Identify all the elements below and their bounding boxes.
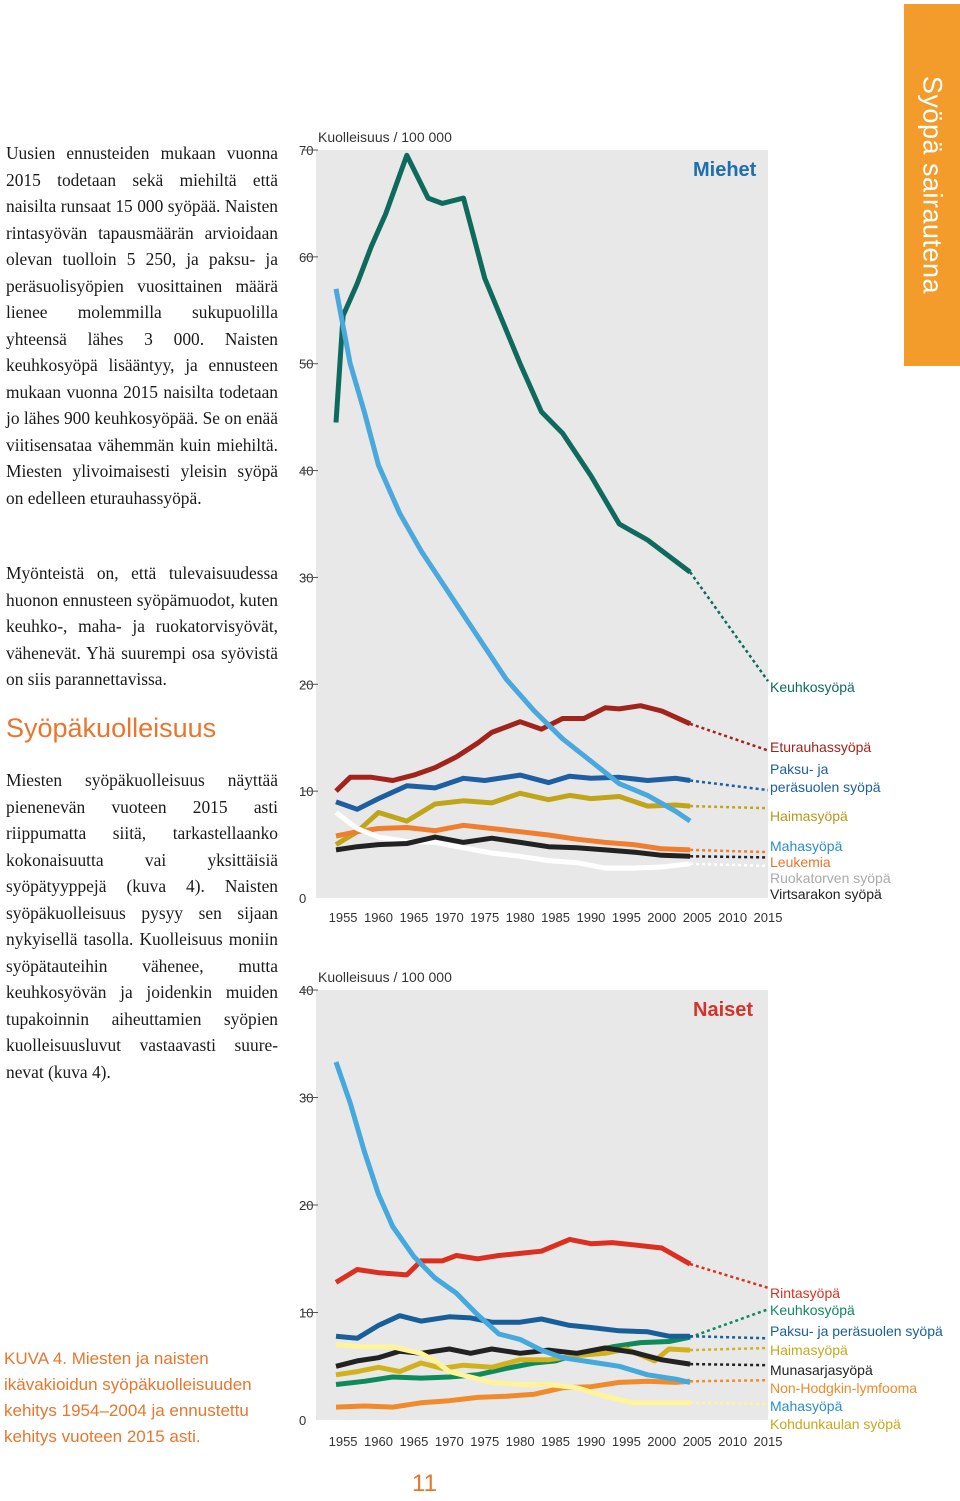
women-x-tick-label: 1965 [399,1434,429,1449]
men-legend-eturauhassyopa: Eturauhassyöpä [770,739,872,755]
women-x-tick-label: 2010 [718,1434,748,1449]
men-legend-paksu-ja-perasuolen-syopa: Paksu- ja [770,761,829,777]
women-legend-kohdunkaulan-syopa: Kohdunkaulan syöpä [770,1416,901,1432]
caption-label: KUVA 4. [4,1349,67,1368]
women-x-tick-label: 1975 [470,1434,500,1449]
positive-outlook-paragraph: Myönteistä on, että tulevaisuudessa huonon ennusteen syöpämuodot, kuten keuhko-, maha- ja ruokatorvisyövät, vähenevät. Yhä suurempi osa syövistä on siis parannettavissa. [6,563,278,689]
men-x-tick-label: 1980 [505,910,535,925]
men-y-tick-label: 0 [299,891,307,906]
men-chart-title: Miehet [693,159,757,181]
women-x-tick-label: 1970 [434,1434,464,1449]
men-legend-leukemia: Leukemia [770,854,831,870]
women-x-tick-label: 2015 [753,1434,783,1449]
women-legend-rintasyopa: Rintasyöpä [770,1285,841,1301]
women-x-tick-label: 1990 [576,1434,606,1449]
men-y-tick-label: 50 [299,356,314,372]
women-x-tick-label: 1985 [541,1434,571,1449]
men-legend-haimasyopa: Haimasyöpä [770,808,848,824]
men-x-tick-label: 1985 [541,910,571,925]
men-y-tick-label: 60 [299,249,314,265]
page-number: 11 [412,1470,437,1497]
men-x-tick-label: 1955 [328,910,358,925]
men-y-axis-label: Kuolleisuus / 100 000 [318,129,452,145]
women-chart-title: Naiset [693,999,754,1021]
men-x-tick-label: 1970 [434,910,464,925]
men-legend-virtsarakon-syopa: Virtsarakon syöpä [770,886,882,902]
men-y-tick-label: 70 [299,143,314,158]
women-x-tick-label: 2005 [682,1434,712,1449]
women-legend-haimasyopa: Haimasyöpä [770,1342,848,1358]
women-x-tick-label: 1960 [364,1434,393,1449]
women-y-tick-label: 40 [299,983,314,998]
men-x-tick-label: 1965 [399,910,429,925]
women-y-tick-label: 0 [299,1413,307,1428]
women-y-tick-label: 20 [299,1198,314,1213]
men-x-tick-label: 2015 [753,910,783,925]
women-legend-mahasyopa: Mahasyöpä [770,1398,843,1414]
mortality-paragraph: Miesten syöpäkuolleisuus näyttää pienenevän vuoteen 2015 asti riippumatta siitä, tarkastellaanko kokonaisuutta vai yksittäisiä syöpätyyppejä (kuva 4). Naisten syöpäkuolleisuus pysyy sen sijaan nykyisellä tasolla. Kuolleisuus moniin syöpätauteihin vähenee, mutta keuhkosyövän ja joidenkin muiden tupakoinnin aiheuttamien syöpien kuolleisuusluvut vastaavasti suurenevat (kuva 4). [6,770,278,1082]
men-legend-paksu-ja-perasuolen-syopa: peräsuolen syöpä [770,779,881,795]
women-y-tick-label: 10 [299,1305,314,1321]
women-x-tick-label: 1995 [611,1434,641,1449]
women-legend-paksu-ja-perasuolen-syopa: Paksu- ja peräsuolen syöpä [770,1323,943,1339]
women-legend-munasarjasyopa: Munasarjasyöpä [770,1362,873,1378]
men-y-tick-label: 20 [299,677,314,693]
men-x-tick-label: 2005 [682,910,712,925]
intro-paragraph: Uusien ennusteiden mukaan vuonna 2015 todetaan sekä miehiltä että naisilta runsaat 15 000 syöpää. Naisten rintasyövän tapausmäärän arvioidaan olevan tuolloin 5 250, ja paksu- ja peräsuolisyöpien vuosittainen määrä lienee molemmilla sukupuolilla yhteensä lähes 3 000. Naisten keuhkosyöpä lisääntyy, ja ennusteen mukaan vuonna 2015 naisilta todetaan jo lähes 900 keuhkosyöpää. Se on enää viitisensataa vähemmän kuin miehiltä. Miesten ylivoimaisesti yleisin syöpä on edelleen eturauhassyöpä. [6,143,278,508]
men-x-tick-label: 1995 [611,910,641,925]
women-y-tick-label: 30 [299,1090,314,1106]
men-legend-mahasyopa: Mahasyöpä [770,838,843,854]
men-x-tick-label: 2010 [718,910,748,925]
women-legend-non-hodgkin-lymfooma: Non-Hodgkin-lymfooma [770,1380,918,1396]
women-x-tick-label: 1955 [328,1434,358,1449]
women-x-tick-label: 2000 [647,1434,677,1449]
side-tab-label: Syöpä sairautena [917,75,948,295]
women-x-tick-label: 1980 [505,1434,535,1449]
women-y-axis-label: Kuolleisuus / 100 000 [318,969,452,985]
men-x-tick-label: 1990 [576,910,606,925]
men-y-tick-label: 30 [299,570,314,586]
men-y-tick-label: 10 [299,784,314,800]
men-plot-area [316,150,768,898]
women-legend-keuhkosyopa: Keuhkosyöpä [770,1302,855,1318]
men-legend-ruokatorven-syopa: Ruokatorven syöpä [770,870,891,886]
caption-text: Miesten ja naisten ikävakioidun syöpäkuolleisuuden kehitys 1954–2004 ja ennustettu kehitys vuoteen 2015 asti. [4,1349,252,1446]
men-x-tick-label: 2000 [647,910,677,925]
men-legend-keuhkosyopa: Keuhkosyöpä [770,679,855,695]
men-y-tick-label: 40 [299,463,314,479]
section-heading: Syöpäkuolleisuus [6,713,217,743]
men-x-tick-label: 1975 [470,910,500,925]
men-x-tick-label: 1960 [364,910,393,925]
